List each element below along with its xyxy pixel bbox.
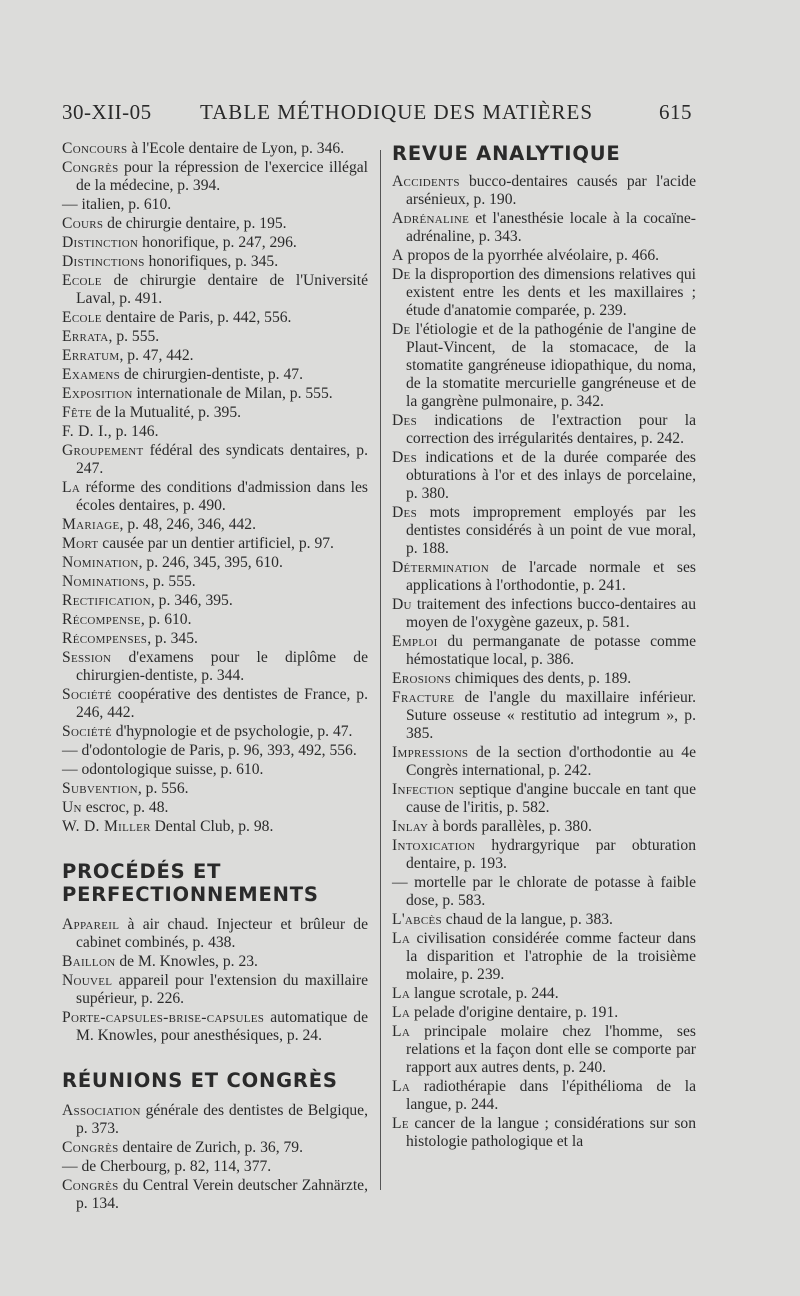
entry-keyword: Groupement [62, 442, 144, 459]
entry-keyword: L'abcès [392, 911, 442, 928]
index-entry [62, 592, 368, 610]
index-entry [62, 686, 368, 722]
entry-text: — d'odontologie de Paris, p. 96, 393, 492, 556. [62, 742, 357, 759]
index-entry [392, 247, 696, 265]
entry-text: propos de la pyorrhée alvéolaire, p. 466. [403, 247, 660, 264]
index-entry [392, 837, 696, 873]
entry-text: , p. 146. [107, 423, 159, 440]
header-title: TABLE MÉTHODIQUE DES MATIÈRES [200, 100, 594, 124]
entry-keyword: Du [392, 596, 412, 613]
entry-keyword: Détermination [392, 559, 490, 576]
index-entry [62, 554, 368, 572]
entry-keyword: Fracture [392, 689, 455, 706]
index-entry [392, 874, 696, 910]
index-entry [62, 1009, 368, 1045]
entry-text: principale molaire chez l'homme, ses relations et la façon dont elle se comporte par rapport aux autres dents, p. 240. [406, 1023, 696, 1076]
index-entry [62, 723, 368, 741]
entry-text: , p. 47, 442. [119, 347, 194, 364]
entry-keyword: Congrès [62, 159, 119, 176]
page-header [62, 96, 692, 130]
index-entry [62, 385, 368, 403]
index-entry [62, 1139, 368, 1157]
entry-text: , p. 345. [147, 630, 198, 647]
index-entry [62, 799, 368, 817]
entry-keyword: A [392, 247, 404, 264]
index-entry [392, 781, 696, 817]
entry-text: radiothérapie dans l'épithélioma de la langue, p. 244. [406, 1078, 696, 1113]
index-entry [62, 649, 368, 685]
entry-keyword: Examens [62, 366, 121, 383]
entry-text: de chirurgie dentaire, p. 195. [103, 215, 287, 232]
entry-keyword: Récompenses [62, 630, 148, 647]
entry-text: de la Mutualité, p. 395. [92, 404, 242, 421]
entry-text: à air chaud. Injecteur et brûleur de cabinet combinés, p. 438. [76, 916, 368, 951]
entry-keyword: Société [62, 723, 112, 740]
entry-keyword: La [392, 985, 411, 1002]
index-entry [62, 234, 368, 252]
index-entry [392, 449, 696, 503]
entry-text: , p. 346, 395. [150, 592, 233, 609]
reunions-entries [62, 1102, 368, 1213]
section-title-revue: REVUE ANALYTIQUE [392, 142, 621, 165]
index-entry [392, 911, 696, 929]
index-entry [392, 210, 696, 246]
entry-text: de chirurgie dentaire de l'Université Laval, p. 491. [76, 272, 368, 307]
entry-keyword: Session [62, 649, 112, 666]
entry-text: , p. 555. [108, 328, 160, 345]
entry-keyword: Cours [62, 215, 104, 232]
entry-keyword: Mort [62, 535, 99, 552]
entry-keyword: Infection [392, 781, 455, 798]
entry-text: et l'anesthésie locale à la cocaïne-adrénaline, p. 343. [406, 210, 696, 245]
index-entry [62, 1177, 368, 1213]
entry-text: dentaire de Zurich, p. 36, 79. [118, 1139, 303, 1156]
entry-text: d'examens pour le diplôme de chirurgien-dentiste, p. 344. [76, 649, 368, 684]
index-entry [62, 159, 368, 195]
entry-keyword: Congrès [62, 1139, 119, 1156]
entry-text: — mortelle par le chlorate de potasse à faible dose, p. 583. [392, 874, 696, 909]
entry-keyword: La [392, 930, 411, 947]
index-entry [62, 309, 368, 327]
entry-text: — odontologique suisse, p. 610. [62, 761, 264, 778]
index-entry [62, 347, 368, 365]
entry-text: du permanganate de potasse comme hémostatique local, p. 386. [406, 633, 696, 668]
index-entry [392, 321, 696, 411]
header-date: 30-XII-05 [62, 100, 152, 124]
entry-keyword: Emploi [392, 633, 438, 650]
entry-keyword: Association [62, 1102, 141, 1119]
index-entry [62, 140, 368, 158]
entry-keyword: Le [392, 1115, 409, 1132]
entry-text: causée par un dentier artificiel, p. 97. [98, 535, 334, 552]
index-entry [392, 985, 696, 1003]
entry-text: septique d'angine buccale en tant que cause de l'iritis, p. 582. [406, 781, 696, 816]
entry-text: coopérative des dentistes de France, p. 246, 442. [76, 686, 368, 721]
index-entry [392, 173, 696, 209]
entry-keyword: Ecole [62, 309, 102, 326]
entry-text: à bords parallèles, p. 380. [428, 818, 592, 835]
index-entry [392, 559, 696, 595]
entry-keyword: Adrénaline [392, 210, 470, 227]
entry-text: de l'arcade normale et ses applications à l'orthodontie, p. 241. [406, 559, 696, 594]
entry-text: , p. 48, 246, 346, 442. [119, 516, 256, 533]
section-title-procedes: PROCÉDÉS ET PERFECTIONNEMENTS [62, 860, 319, 906]
entry-text: internationale de Milan, p. 555. [132, 385, 333, 402]
entry-text: — italien, p. 610. [62, 196, 172, 213]
index-entry [62, 972, 368, 1008]
entry-text: générale des dentistes de Belgique, p. 373. [76, 1102, 368, 1137]
section-title-reunions: RÉUNIONS ET CONGRÈS [62, 1069, 338, 1092]
entry-text: de la section d'orthodontie au 4e Congrès international, p. 242. [406, 744, 696, 779]
entry-keyword: De [392, 321, 411, 338]
entry-keyword: Nominations [62, 573, 146, 590]
index-entry [62, 780, 368, 798]
entry-keyword: La [62, 479, 81, 496]
index-entry [62, 953, 368, 971]
index-entry [392, 818, 696, 836]
index-entry [392, 1004, 696, 1022]
index-entry [62, 196, 368, 214]
procedes-entries [62, 916, 368, 1045]
entry-keyword: Nomination [62, 554, 139, 571]
entry-keyword: Exposition [62, 385, 133, 402]
entry-keyword: Ecole [62, 272, 102, 289]
index-entry [62, 742, 368, 760]
entry-text: langue scrotale, p. 244. [410, 985, 559, 1002]
index-entry [62, 442, 368, 478]
index-entry [392, 689, 696, 743]
entry-text: — de Cherbourg, p. 82, 114, 377. [62, 1158, 272, 1175]
entry-keyword: Des [392, 412, 417, 429]
index-entry [392, 1115, 696, 1151]
entry-keyword: De [392, 266, 411, 283]
entry-text: cancer de la langue ; considérations sur son histologie pathologique et la [406, 1115, 696, 1150]
entry-keyword: Impressions [392, 744, 469, 761]
index-entry [62, 404, 368, 422]
entry-text: à l'Ecole dentaire de Lyon, p. 346. [127, 140, 345, 157]
entry-text: l'étiologie et de la pathogénie de l'angine de Plaut-Vincent, de la stomacace, de la stomatite gangréneuse idiopathique, du noma, de la stomatite mercurielle gangréneuse et de la gangrène pulmonaire, p. 342. [406, 321, 696, 410]
entry-keyword: Concours [62, 140, 128, 157]
entry-text: traitement des infections bucco-dentaires au moyen de l'oxygène gazeux, p. 581. [406, 596, 696, 631]
index-entry [62, 818, 368, 836]
entry-keyword: Société [62, 686, 112, 703]
entry-text: d'hypnologie et de psychologie, p. 47. [111, 723, 353, 740]
entry-keyword: F. D. I. [62, 423, 108, 440]
entry-text: automatique de M. Knowles, pour anesthésiques, p. 24. [76, 1009, 368, 1044]
left-column [62, 140, 368, 1214]
entry-text: du Central Verein deutscher Zahnärzte, p. 134. [76, 1177, 368, 1212]
index-entry [62, 516, 368, 534]
index-entry [62, 328, 368, 346]
entry-keyword: La [392, 1023, 411, 1040]
entry-keyword: Nouvel [62, 972, 113, 989]
entry-text: , p. 610. [140, 611, 192, 628]
index-entry [392, 266, 696, 320]
index-entry [392, 633, 696, 669]
revue-entries [392, 173, 696, 1151]
entry-keyword: Porte-capsules-brise-capsules [62, 1009, 265, 1026]
entry-text: honorifique, p. 247, 296. [138, 234, 297, 251]
entry-keyword: Erosions [392, 670, 451, 687]
index-entry [62, 761, 368, 779]
entry-keyword: Distinctions [62, 253, 145, 270]
entry-text: , p. 555. [145, 573, 196, 590]
entry-text: réforme des conditions d'admission dans les écoles dentaires, p. 490. [76, 479, 368, 514]
entry-text: chaud de la langue, p. 383. [441, 911, 613, 928]
entry-text: pelade d'origine dentaire, p. 191. [410, 1004, 619, 1021]
page-number: 615 [659, 100, 692, 124]
right-column [392, 140, 696, 1152]
entry-keyword: W. D. Miller [62, 818, 151, 835]
index-entry [392, 412, 696, 448]
entry-text: de M. Knowles, p. 23. [115, 953, 258, 970]
entry-text: dentaire de Paris, p. 442, 556. [101, 309, 292, 326]
entry-keyword: Accidents [392, 173, 460, 190]
entry-keyword: Intoxication [392, 837, 476, 854]
entry-keyword: Récompense [62, 611, 141, 628]
entry-keyword: Des [392, 449, 417, 466]
entry-keyword: Baillon [62, 953, 116, 970]
index-entry [62, 215, 368, 233]
entry-text: la disproportion des dimensions relatives qui existent entre les dents et les maxillaires ; étude d'anatomie comparée, p. 239. [406, 266, 696, 319]
entry-keyword: Un [62, 799, 82, 816]
entry-keyword: Distinction [62, 234, 139, 251]
entry-keyword: Des [392, 504, 417, 521]
entry-keyword: Inlay [392, 818, 429, 835]
entry-text: de chirurgien-dentiste, p. 47. [120, 366, 303, 383]
entry-text: de l'angle du maxillaire inférieur. Suture osseuse « restitutio ad integrum », p. 385. [406, 689, 696, 742]
left-entries [62, 140, 368, 836]
index-entry [62, 366, 368, 384]
index-entry [392, 504, 696, 558]
entry-text: , p. 556. [137, 780, 189, 797]
entry-keyword: Fête [62, 404, 93, 421]
index-entry [62, 272, 368, 308]
entry-keyword: Erratum [62, 347, 120, 364]
index-entry [392, 670, 696, 688]
index-entry [62, 253, 368, 271]
entry-keyword: Congrès [62, 1177, 119, 1194]
entry-text: honorifiques, p. 345. [144, 253, 279, 270]
entry-text: appareil pour l'extension du maxillaire supérieur, p. 226. [76, 972, 368, 1007]
index-entry [62, 916, 368, 952]
entry-text: indications et de la durée comparée des obturations à l'or et des inlays de porcelaine, p. 380. [406, 449, 696, 502]
entry-text: Dental Club, p. 98. [150, 818, 274, 835]
index-entry [392, 1078, 696, 1114]
entry-text: indications de l'extraction pour la correction des irrégularités dentaires, p. 242. [406, 412, 696, 447]
entry-keyword: Mariage [62, 516, 120, 533]
entry-text: pour la répression de l'exercice illégal de la médecine, p. 394. [76, 159, 368, 194]
entry-text: bucco-dentaires causés par l'acide arsénieux, p. 190. [406, 173, 696, 208]
entry-text: escroc, p. 48. [81, 799, 169, 816]
entry-keyword: La [392, 1004, 411, 1021]
entry-keyword: Errata [62, 328, 109, 345]
index-entry [392, 1023, 696, 1077]
entry-text: mots improprement employés par les dentistes considérés à un point de vue moral, p. 188. [406, 504, 696, 557]
entry-text: fédéral des syndicats dentaires, p. 247. [76, 442, 368, 477]
entry-keyword: Appareil [62, 916, 120, 933]
index-entry [62, 611, 368, 629]
index-entry [62, 1102, 368, 1138]
index-entry [62, 573, 368, 591]
index-entry [62, 1158, 368, 1176]
entry-text: hydrargyrique par obturation dentaire, p. 193. [406, 837, 696, 872]
index-entry [62, 423, 368, 441]
entry-text: civilisation considérée comme facteur dans la disparition et l'atrophie de la troisième molaire, p. 239. [406, 930, 696, 983]
entry-keyword: Subvention [62, 780, 138, 797]
entry-keyword: La [392, 1078, 411, 1095]
index-entry [392, 744, 696, 780]
entry-text: , p. 246, 345, 395, 610. [138, 554, 283, 571]
entry-keyword: Rectification [62, 592, 151, 609]
index-entry [62, 535, 368, 553]
column-divider [380, 150, 381, 1190]
index-entry [62, 630, 368, 648]
entry-text: chimiques des dents, p. 189. [451, 670, 632, 687]
index-entry [392, 596, 696, 632]
index-entry [62, 479, 368, 515]
index-entry [392, 930, 696, 984]
